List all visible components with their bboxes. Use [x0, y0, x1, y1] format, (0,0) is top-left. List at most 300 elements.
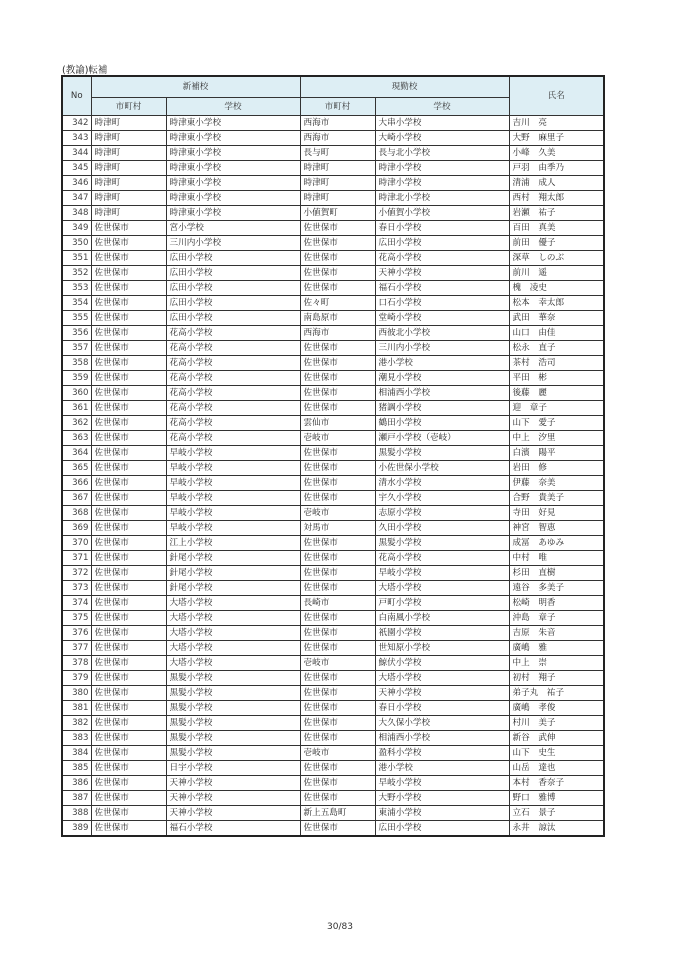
current-municipality: 佐世保市	[300, 566, 375, 581]
teacher-name: 本村 香奈子	[509, 776, 604, 791]
current-school: 港小学校	[375, 356, 509, 371]
current-school: 久田小学校	[375, 521, 509, 536]
table-row	[62, 671, 604, 686]
teacher-name: 松崎 明香	[509, 596, 604, 611]
new-school: 早岐小学校	[166, 521, 300, 536]
row-number: 380	[62, 686, 91, 701]
new-school: 大塔小学校	[166, 656, 300, 671]
row-number: 370	[62, 536, 91, 551]
new-school: 早岐小学校	[166, 506, 300, 521]
current-school: 時津小学校	[375, 176, 509, 191]
row-number: 350	[62, 236, 91, 251]
teacher-name: 武田 華奈	[509, 311, 604, 326]
current-school: 大崎小学校	[375, 131, 509, 146]
new-school: 大塔小学校	[166, 611, 300, 626]
teacher-name: 沖島 章子	[509, 611, 604, 626]
table-row	[62, 446, 604, 461]
teacher-name: 吉川 亮	[509, 116, 604, 131]
new-school: 宮小学校	[166, 221, 300, 236]
new-municipality: 佐世保市	[91, 671, 166, 686]
current-school: 相浦西小学校	[375, 731, 509, 746]
current-school: 長与北小学校	[375, 146, 509, 161]
row-number: 358	[62, 356, 91, 371]
new-school: 針尾小学校	[166, 581, 300, 596]
new-municipality: 佐世保市	[91, 251, 166, 266]
table-row	[62, 371, 604, 386]
current-school: 黒髪小学校	[375, 536, 509, 551]
new-school: 黒髪小学校	[166, 731, 300, 746]
new-municipality: 佐世保市	[91, 611, 166, 626]
new-municipality: 時津町	[91, 116, 166, 131]
teacher-name: 成冨 あゆみ	[509, 536, 604, 551]
current-municipality: 佐世保市	[300, 341, 375, 356]
teacher-name: 戸羽 由季乃	[509, 161, 604, 176]
current-municipality: 佐世保市	[300, 776, 375, 791]
header-current-school: 学校	[375, 98, 509, 116]
table-row	[62, 266, 604, 281]
current-municipality: 佐々町	[300, 296, 375, 311]
row-number: 362	[62, 416, 91, 431]
row-number: 378	[62, 656, 91, 671]
row-number: 383	[62, 731, 91, 746]
current-school: 西彼北小学校	[375, 326, 509, 341]
current-municipality: 佐世保市	[300, 626, 375, 641]
row-number: 384	[62, 746, 91, 761]
table-row	[62, 461, 604, 476]
new-municipality: 佐世保市	[91, 491, 166, 506]
table-row	[62, 311, 604, 326]
teacher-name: 深草 しのぶ	[509, 251, 604, 266]
teacher-name: 松永 直子	[509, 341, 604, 356]
new-school: 針尾小学校	[166, 551, 300, 566]
teacher-name: 合野 貴美子	[509, 491, 604, 506]
current-municipality: 佐世保市	[300, 686, 375, 701]
table-row	[62, 596, 604, 611]
teacher-name: 遠谷 多美子	[509, 581, 604, 596]
header-name: 氏名	[509, 76, 604, 116]
current-school: 広田小学校	[375, 821, 509, 837]
table-row	[62, 206, 604, 221]
current-municipality: 佐世保市	[300, 476, 375, 491]
table-row	[62, 281, 604, 296]
teacher-name: 岩田 修	[509, 461, 604, 476]
new-municipality: 時津町	[91, 176, 166, 191]
new-municipality: 佐世保市	[91, 236, 166, 251]
row-number: 382	[62, 716, 91, 731]
new-municipality: 佐世保市	[91, 266, 166, 281]
table-row	[62, 236, 604, 251]
row-number: 343	[62, 131, 91, 146]
new-school: 黒髪小学校	[166, 686, 300, 701]
teacher-name: 廣嶋 雅	[509, 641, 604, 656]
teacher-name: 中村 唯	[509, 551, 604, 566]
current-school: 春日小学校	[375, 221, 509, 236]
new-school: 早岐小学校	[166, 446, 300, 461]
current-municipality: 佐世保市	[300, 401, 375, 416]
current-municipality: 佐世保市	[300, 281, 375, 296]
new-municipality: 佐世保市	[91, 311, 166, 326]
new-municipality: 佐世保市	[91, 761, 166, 776]
new-municipality: 時津町	[91, 131, 166, 146]
row-number: 344	[62, 146, 91, 161]
new-school: 福石小学校	[166, 821, 300, 837]
new-municipality: 佐世保市	[91, 731, 166, 746]
current-municipality: 佐世保市	[300, 221, 375, 236]
new-school: 時津東小学校	[166, 206, 300, 221]
teacher-name: 西村 翔太郎	[509, 191, 604, 206]
new-municipality: 時津町	[91, 191, 166, 206]
new-school: 広田小学校	[166, 296, 300, 311]
table-row	[62, 401, 604, 416]
current-school: 盈科小学校	[375, 746, 509, 761]
table-row	[62, 716, 604, 731]
new-school: 三川内小学校	[166, 236, 300, 251]
teacher-name: 廣嶋 孝俊	[509, 701, 604, 716]
new-school: 花高小学校	[166, 401, 300, 416]
row-number: 345	[62, 161, 91, 176]
current-school: 祇園小学校	[375, 626, 509, 641]
new-municipality: 佐世保市	[91, 446, 166, 461]
table-row	[62, 731, 604, 746]
new-municipality: 佐世保市	[91, 656, 166, 671]
new-school: 黒髪小学校	[166, 716, 300, 731]
table-row	[62, 176, 604, 191]
row-number: 360	[62, 386, 91, 401]
teacher-name: 岩瀬 祐子	[509, 206, 604, 221]
teacher-name: 村川 美子	[509, 716, 604, 731]
new-school: 時津東小学校	[166, 176, 300, 191]
row-number: 369	[62, 521, 91, 536]
teacher-name: 白濱 陽平	[509, 446, 604, 461]
new-school: 黒髪小学校	[166, 701, 300, 716]
teacher-name: 弟子丸 祐子	[509, 686, 604, 701]
new-municipality: 佐世保市	[91, 641, 166, 656]
row-number: 364	[62, 446, 91, 461]
new-school: 時津東小学校	[166, 191, 300, 206]
current-municipality: 長与町	[300, 146, 375, 161]
new-municipality: 佐世保市	[91, 296, 166, 311]
new-municipality: 佐世保市	[91, 806, 166, 821]
new-municipality: 佐世保市	[91, 566, 166, 581]
header-no: No	[62, 76, 91, 116]
row-number: 375	[62, 611, 91, 626]
transfer-table	[61, 75, 605, 837]
new-municipality: 時津町	[91, 146, 166, 161]
teacher-name: 平田 彬	[509, 371, 604, 386]
teacher-name: 茶村 浩司	[509, 356, 604, 371]
teacher-name: 山口 由佳	[509, 326, 604, 341]
current-municipality: 時津町	[300, 191, 375, 206]
header-current-municipality: 市町村	[300, 98, 375, 116]
current-school: 大串小学校	[375, 116, 509, 131]
teacher-name: 松本 幸太郎	[509, 296, 604, 311]
current-school: 白南風小学校	[375, 611, 509, 626]
new-school: 花高小学校	[166, 431, 300, 446]
new-municipality: 佐世保市	[91, 821, 166, 837]
new-municipality: 佐世保市	[91, 551, 166, 566]
current-school: 黒髪小学校	[375, 446, 509, 461]
header-new-school: 学校	[166, 98, 300, 116]
current-school: 清水小学校	[375, 476, 509, 491]
current-school: 早岐小学校	[375, 776, 509, 791]
current-municipality: 壱岐市	[300, 656, 375, 671]
header-current-school-group: 現勤校	[300, 76, 509, 98]
row-number: 381	[62, 701, 91, 716]
row-number: 363	[62, 431, 91, 446]
current-school: 花高小学校	[375, 251, 509, 266]
current-school: 港小学校	[375, 761, 509, 776]
table-row	[62, 476, 604, 491]
row-number: 356	[62, 326, 91, 341]
new-school: 大塔小学校	[166, 596, 300, 611]
current-municipality: 佐世保市	[300, 551, 375, 566]
current-municipality: 壱岐市	[300, 431, 375, 446]
teacher-name: 中上 汐里	[509, 431, 604, 446]
table-row	[62, 116, 604, 131]
teacher-name: 寺田 好見	[509, 506, 604, 521]
row-number: 372	[62, 566, 91, 581]
table-row	[62, 131, 604, 146]
table-body	[62, 116, 604, 837]
new-municipality: 佐世保市	[91, 746, 166, 761]
table-row	[62, 701, 604, 716]
teacher-name: 永井 諒汰	[509, 821, 604, 837]
current-school: 大野小学校	[375, 791, 509, 806]
table-row	[62, 611, 604, 626]
new-municipality: 佐世保市	[91, 521, 166, 536]
teacher-name: 中上 崇	[509, 656, 604, 671]
teacher-name: 野口 雅博	[509, 791, 604, 806]
current-school: 瀬戸小学校（壱岐）	[375, 431, 509, 446]
current-school: 広田小学校	[375, 236, 509, 251]
current-school: 鯨伏小学校	[375, 656, 509, 671]
teacher-name: 伊藤 奈美	[509, 476, 604, 491]
new-municipality: 時津町	[91, 161, 166, 176]
current-municipality: 佐世保市	[300, 581, 375, 596]
row-number: 366	[62, 476, 91, 491]
new-school: 花高小学校	[166, 386, 300, 401]
header-new-school-group: 新補校	[91, 76, 300, 98]
current-municipality: 時津町	[300, 161, 375, 176]
table-row	[62, 161, 604, 176]
row-number: 387	[62, 791, 91, 806]
new-school: 時津東小学校	[166, 146, 300, 161]
new-municipality: 佐世保市	[91, 416, 166, 431]
new-municipality: 佐世保市	[91, 581, 166, 596]
table-row	[62, 551, 604, 566]
teacher-name: 小峰 久美	[509, 146, 604, 161]
teacher-name: 前田 優子	[509, 236, 604, 251]
current-school: 猪調小学校	[375, 401, 509, 416]
current-municipality: 壱岐市	[300, 506, 375, 521]
teacher-name: 山岳 達也	[509, 761, 604, 776]
new-school: 広田小学校	[166, 311, 300, 326]
current-school: 福石小学校	[375, 281, 509, 296]
new-municipality: 佐世保市	[91, 356, 166, 371]
current-municipality: 佐世保市	[300, 671, 375, 686]
new-school: 日宇小学校	[166, 761, 300, 776]
current-municipality: 佐世保市	[300, 731, 375, 746]
teacher-name: 山下 愛子	[509, 416, 604, 431]
teacher-name: 吉原 朱音	[509, 626, 604, 641]
new-municipality: 佐世保市	[91, 626, 166, 641]
row-number: 359	[62, 371, 91, 386]
current-municipality: 時津町	[300, 176, 375, 191]
current-school: 三川内小学校	[375, 341, 509, 356]
current-school: 相浦西小学校	[375, 386, 509, 401]
current-school: 大塔小学校	[375, 581, 509, 596]
table-row	[62, 491, 604, 506]
new-municipality: 佐世保市	[91, 791, 166, 806]
teacher-name: 迎 章子	[509, 401, 604, 416]
table-row	[62, 686, 604, 701]
table-row	[62, 536, 604, 551]
current-municipality: 雲仙市	[300, 416, 375, 431]
current-school: 春日小学校	[375, 701, 509, 716]
new-school: 針尾小学校	[166, 566, 300, 581]
current-school: 志原小学校	[375, 506, 509, 521]
new-municipality: 佐世保市	[91, 386, 166, 401]
current-school: 天神小学校	[375, 686, 509, 701]
table-row	[62, 821, 604, 837]
current-municipality: 対馬市	[300, 521, 375, 536]
table-row	[62, 341, 604, 356]
new-municipality: 佐世保市	[91, 221, 166, 236]
row-number: 389	[62, 821, 91, 837]
current-municipality: 佐世保市	[300, 386, 375, 401]
row-number: 368	[62, 506, 91, 521]
current-municipality: 壱岐市	[300, 746, 375, 761]
current-municipality: 佐世保市	[300, 761, 375, 776]
new-municipality: 佐世保市	[91, 716, 166, 731]
current-municipality: 西海市	[300, 131, 375, 146]
table-row	[62, 521, 604, 536]
new-school: 時津東小学校	[166, 131, 300, 146]
teacher-name: 新谷 武伸	[509, 731, 604, 746]
new-school: 早岐小学校	[166, 461, 300, 476]
row-number: 374	[62, 596, 91, 611]
table-row	[62, 806, 604, 821]
new-school: 広田小学校	[166, 281, 300, 296]
new-municipality: 佐世保市	[91, 281, 166, 296]
table-row	[62, 296, 604, 311]
table-row	[62, 746, 604, 761]
row-number: 348	[62, 206, 91, 221]
current-school: 大久保小学校	[375, 716, 509, 731]
table-row	[62, 251, 604, 266]
teacher-name: 神宮 智恵	[509, 521, 604, 536]
current-municipality: 西海市	[300, 326, 375, 341]
row-number: 346	[62, 176, 91, 191]
new-school: 黒髪小学校	[166, 746, 300, 761]
row-number: 379	[62, 671, 91, 686]
current-municipality: 佐世保市	[300, 716, 375, 731]
current-school: 宇久小学校	[375, 491, 509, 506]
new-municipality: 佐世保市	[91, 701, 166, 716]
new-school: 広田小学校	[166, 251, 300, 266]
teacher-name: 前川 遥	[509, 266, 604, 281]
new-municipality: 時津町	[91, 206, 166, 221]
row-number: 353	[62, 281, 91, 296]
teacher-name: 後藤 麗	[509, 386, 604, 401]
new-school: 広田小学校	[166, 266, 300, 281]
current-school: 小佐世保小学校	[375, 461, 509, 476]
new-municipality: 佐世保市	[91, 431, 166, 446]
table-row	[62, 581, 604, 596]
table-row	[62, 356, 604, 371]
current-school: 堂崎小学校	[375, 311, 509, 326]
teacher-name: 大野 麻里子	[509, 131, 604, 146]
current-municipality: 佐世保市	[300, 611, 375, 626]
row-number: 342	[62, 116, 91, 131]
current-municipality: 佐世保市	[300, 251, 375, 266]
table-row	[62, 326, 604, 341]
row-number: 352	[62, 266, 91, 281]
current-municipality: 佐世保市	[300, 371, 375, 386]
table-row	[62, 146, 604, 161]
row-number: 361	[62, 401, 91, 416]
teacher-name: 立石 景子	[509, 806, 604, 821]
current-school: 天神小学校	[375, 266, 509, 281]
current-municipality: 小値賀町	[300, 206, 375, 221]
current-school: 戸町小学校	[375, 596, 509, 611]
table-row	[62, 626, 604, 641]
new-school: 時津東小学校	[166, 161, 300, 176]
new-school: 早岐小学校	[166, 476, 300, 491]
row-number: 386	[62, 776, 91, 791]
new-municipality: 佐世保市	[91, 401, 166, 416]
row-number: 388	[62, 806, 91, 821]
current-municipality: 佐世保市	[300, 491, 375, 506]
table-row	[62, 566, 604, 581]
row-number: 347	[62, 191, 91, 206]
current-municipality: 佐世保市	[300, 791, 375, 806]
new-school: 花高小学校	[166, 371, 300, 386]
teacher-name: 百田 真美	[509, 221, 604, 236]
current-school: 大塔小学校	[375, 671, 509, 686]
current-school: 時津北小学校	[375, 191, 509, 206]
current-municipality: 佐世保市	[300, 641, 375, 656]
table-row	[62, 221, 604, 236]
teacher-name: 山下 史生	[509, 746, 604, 761]
new-school: 大塔小学校	[166, 641, 300, 656]
row-number: 354	[62, 296, 91, 311]
current-school: 潮見小学校	[375, 371, 509, 386]
new-school: 天神小学校	[166, 776, 300, 791]
current-school: 口石小学校	[375, 296, 509, 311]
new-municipality: 佐世保市	[91, 686, 166, 701]
page-number: 30/83	[327, 922, 353, 932]
row-number: 351	[62, 251, 91, 266]
table-row	[62, 656, 604, 671]
current-municipality: 佐世保市	[300, 536, 375, 551]
new-school: 花高小学校	[166, 341, 300, 356]
new-municipality: 佐世保市	[91, 506, 166, 521]
row-number: 376	[62, 626, 91, 641]
new-school: 天神小学校	[166, 791, 300, 806]
header-new-municipality: 市町村	[91, 98, 166, 116]
table-row	[62, 416, 604, 431]
row-number: 377	[62, 641, 91, 656]
new-municipality: 佐世保市	[91, 776, 166, 791]
current-municipality: 長崎市	[300, 596, 375, 611]
table-row	[62, 506, 604, 521]
table-row	[62, 761, 604, 776]
new-school: 早岐小学校	[166, 491, 300, 506]
current-municipality: 西海市	[300, 116, 375, 131]
row-number: 371	[62, 551, 91, 566]
table-row	[62, 791, 604, 806]
